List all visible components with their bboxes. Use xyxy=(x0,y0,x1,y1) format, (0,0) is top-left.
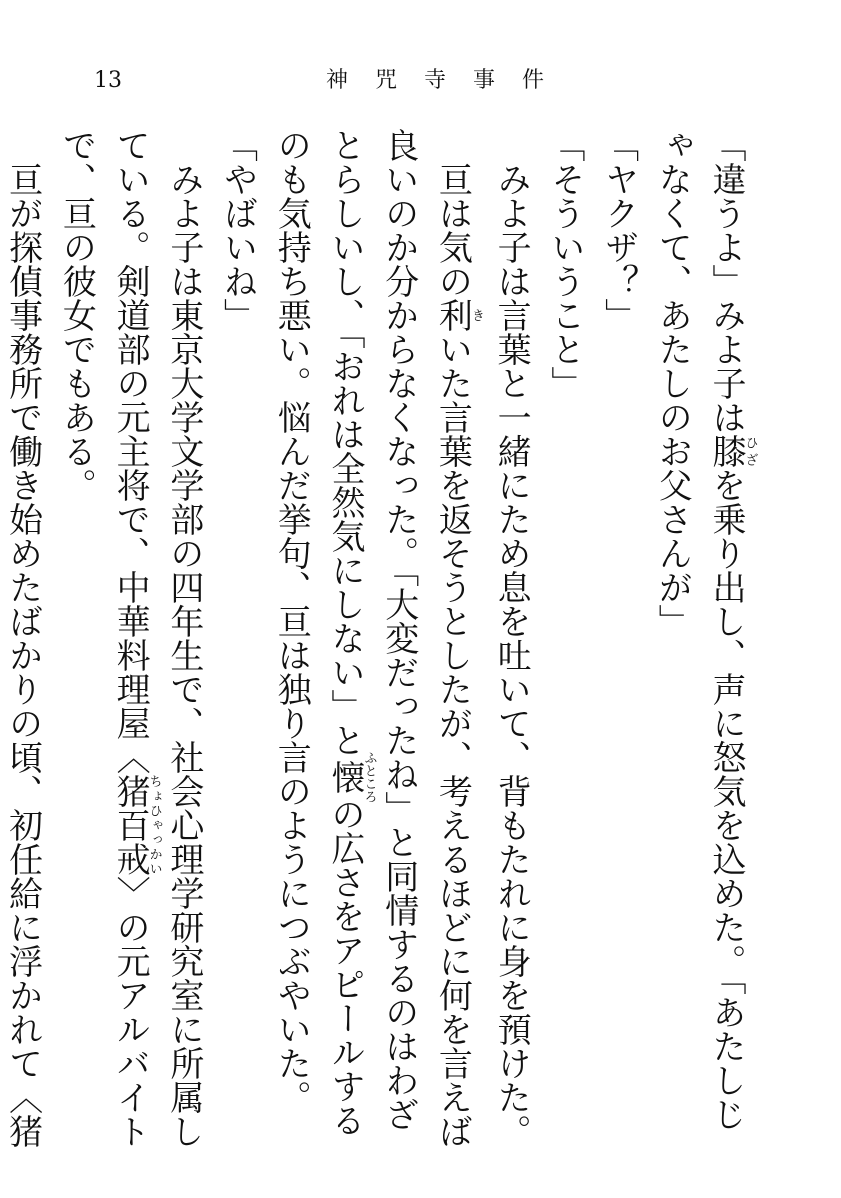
ruby-annotation xyxy=(706,434,758,468)
paragraph xyxy=(49,128,210,1148)
text-run: みよ子は東京大学文学部の四年生で、社会心理学研究室に所属している。剣道部の元主将で、中華料理屋〈 xyxy=(110,128,204,1148)
paragraph xyxy=(537,128,591,1148)
paragraph xyxy=(210,128,484,1148)
ruby-reading: ちょひゃっかい xyxy=(146,774,162,876)
ruby-reading: き xyxy=(468,298,484,332)
text-run: 〉の元アルバイトで、亘の彼女でもある。 xyxy=(56,128,151,1148)
text-run: 「そういうこと」 xyxy=(544,128,585,400)
page-number: 13 xyxy=(94,68,122,93)
text-run: 「ヤクザ？」 xyxy=(598,128,639,332)
ruby-base: 懐 xyxy=(324,751,365,803)
ruby-reading: ふところ xyxy=(361,751,377,803)
text-run: の広さをアピールするのも気持ち悪い。悩んだ挙句、亘は独り言のようにつぶやいた。「やばいね」 xyxy=(217,128,365,1137)
paragraph xyxy=(591,128,645,1148)
text-run: 亘は気の xyxy=(432,162,473,298)
text-run: いた言葉を返そうとしたが、考えるほどに何を言えば良いのか分からなくなった。「大変だったね」と同情するのはわざとらしいし、「おれは全然気にしない」と xyxy=(324,128,473,1148)
ruby-base: 膝 xyxy=(706,434,746,468)
paragraph xyxy=(483,128,537,1148)
ruby-annotation xyxy=(324,751,377,803)
ruby-base: 猪百戒 xyxy=(110,774,151,876)
text-run: みよ子は言葉と一緒にため息を吐いて、背もたれに身を預けた。 xyxy=(491,162,532,1148)
text-run: 「違うよ」みよ子は xyxy=(706,128,746,434)
text-run: を乗り出し、声に怒気を込めた。「あたしじゃなくて、あたしのお父さんが」 xyxy=(652,128,746,1131)
paragraph xyxy=(0,128,49,1148)
paragraph xyxy=(645,128,757,1148)
ruby-reading: ひざ xyxy=(742,434,758,468)
ruby-base: 利 xyxy=(432,298,473,332)
body-text xyxy=(2,128,758,1148)
text-run: 亘が探偵事務所で働き始めたばかりの頃、初任給に浮かれて〈猪 xyxy=(2,162,43,1148)
running-title: 神 咒 寺 事 件 xyxy=(326,68,554,93)
ruby-annotation xyxy=(110,774,162,876)
ruby-annotation xyxy=(432,298,484,332)
